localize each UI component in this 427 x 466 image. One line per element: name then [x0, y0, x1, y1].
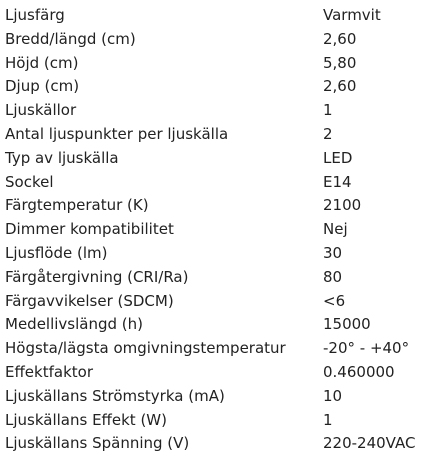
spec-value: 220-240VAC	[323, 434, 416, 453]
spec-label: Ljuskällor	[5, 101, 77, 120]
spec-value: Varmvit	[323, 6, 381, 24]
spec-row-power	[0, 409, 427, 433]
spec-value: 10	[323, 386, 343, 405]
spec-row-ambient-temperature	[0, 337, 427, 361]
spec-value: 1	[323, 101, 333, 120]
spec-row-socket	[0, 171, 427, 195]
spec-value: LED	[323, 148, 353, 167]
spec-value: 15000	[323, 315, 371, 334]
spec-value: 1	[323, 410, 333, 429]
spec-row-dimmer-compatibility	[0, 218, 427, 242]
spec-label: Typ av ljuskälla	[5, 148, 119, 167]
spec-row-height	[0, 52, 427, 76]
spec-label: Färgavvikelser (SDCM)	[5, 291, 174, 310]
spec-row-light-points	[0, 123, 427, 147]
spec-label: Ljuskällans Strömstyrka (mA)	[5, 386, 225, 405]
spec-label: Höjd (cm)	[5, 53, 79, 72]
spec-label: Färgåtergivning (CRI/Ra)	[5, 267, 189, 286]
spec-row-color-temperature	[0, 194, 427, 218]
spec-label: Antal ljuspunkter per ljuskälla	[5, 124, 229, 143]
spec-label: Färgtemperatur (K)	[5, 196, 149, 215]
spec-label: Dimmer kompatibilitet	[5, 220, 174, 239]
spec-value: 80	[323, 267, 343, 286]
spec-row-color-deviation	[0, 290, 427, 314]
spec-value: <6	[323, 291, 346, 310]
spec-row-light-source-type	[0, 147, 427, 171]
spec-label: Effektfaktor	[5, 362, 93, 381]
spec-row-power-factor	[0, 361, 427, 385]
spec-label: Bredd/längd (cm)	[5, 29, 136, 48]
spec-label: Ljusflöde (lm)	[5, 243, 108, 262]
spec-row-width-length	[0, 28, 427, 52]
spec-value: 2	[323, 124, 333, 143]
spec-value: -20° - +40°	[323, 339, 410, 358]
spec-value: 2100	[323, 196, 362, 215]
spec-label: Högsta/lägsta omgivningstemperatur	[5, 339, 286, 358]
spec-row-light-sources	[0, 99, 427, 123]
spec-label: Medellivslängd (h)	[5, 315, 144, 334]
spec-row-average-lifetime	[0, 313, 427, 337]
spec-row-depth	[0, 75, 427, 99]
spec-label: Ljuskällans Spänning (V)	[5, 434, 190, 453]
spec-label: Djup (cm)	[5, 77, 80, 96]
spec-value: 30	[323, 243, 343, 262]
spec-row-color-rendering	[0, 266, 427, 290]
spec-label: Sockel	[5, 172, 54, 191]
spec-row-voltage	[0, 432, 427, 456]
spec-value: Nej	[323, 220, 348, 239]
spec-row-luminous-flux	[0, 242, 427, 266]
spec-label: Ljusfärg	[5, 6, 65, 24]
spec-value: 0.460000	[323, 362, 395, 381]
spec-label: Ljuskällans Effekt (W)	[5, 410, 167, 429]
spec-value: 2,60	[323, 29, 357, 48]
spec-value: E14	[323, 172, 352, 191]
spec-value: 5,80	[323, 53, 357, 72]
spec-value: 2,60	[323, 77, 357, 96]
spec-row-light-color	[0, 4, 427, 28]
spec-row-current	[0, 385, 427, 409]
